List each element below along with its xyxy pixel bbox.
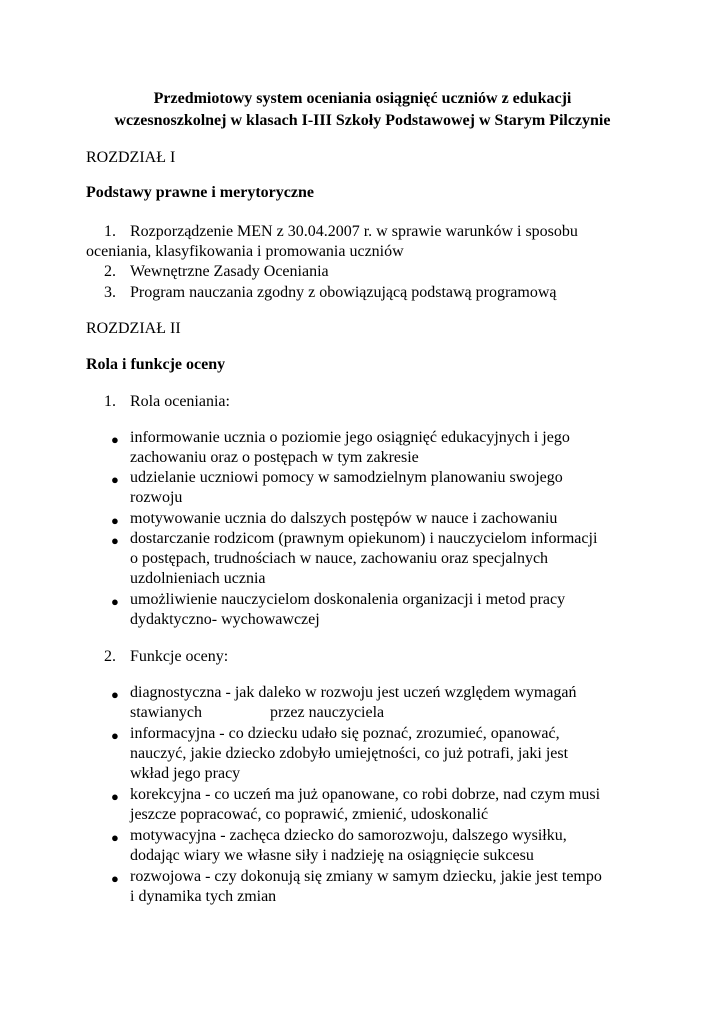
chapter-1-heading: ROZDZIAŁ I [86, 149, 176, 166]
bullet-text: jeszcze popracować, co poprawić, zmienić, udoskonalić [130, 806, 489, 823]
bullet-text: nauczyć, jakie dziecko zdobyło umiejętności, co już potrafi, jaki jest [130, 745, 569, 762]
list-number: 2. [104, 263, 116, 280]
bullet-icon: ● [111, 513, 119, 528]
bullet-text: dydaktyczno- wychowawczej [130, 611, 320, 628]
bullet-text: o postępach, trudnościach w nauce, zachowaniu oraz specjalnych [130, 550, 549, 567]
list-item-text: oceniania, klasyfikowania i promowania uczniów [86, 243, 404, 260]
list-item-text: Program nauczania zgodny z obowiązującą podstawą programową [130, 284, 557, 301]
bullet-icon: ● [111, 687, 119, 702]
bullet-icon: ● [111, 830, 119, 845]
bullet-text: rozwojowa - czy dokonują się zmiany w samym dziecku, jakie jest tempo [130, 868, 602, 885]
bullet-icon: ● [111, 432, 119, 447]
chapter-2-heading: ROZDZIAŁ II [86, 320, 181, 337]
section-label: Rola oceniania: [130, 393, 230, 410]
document-title [60, 88, 665, 132]
bullet-icon: ● [111, 728, 119, 743]
bullet-icon: ● [111, 472, 119, 487]
list-item-text: Wewnętrzne Zasady Oceniania [130, 263, 329, 280]
bullet-text: umożliwienie nauczycielom doskonalenia organizacji i metod pracy [130, 591, 566, 608]
bullet-text: diagnostyczna - jak daleko w rozwoju jest uczeń względem wymagań [130, 684, 577, 701]
section-label: Funkcje oceny: [130, 648, 229, 665]
bullet-text: wkład jego pracy [130, 765, 241, 782]
bullet-text: dodając wiary we własne siły i nadzieję na osiągnięcie sukcesu [130, 847, 534, 864]
bullet-text: motywowanie ucznia do dalszych postępów w nauce i zachowaniu [130, 510, 558, 527]
bullet-text: rozwoju [130, 489, 183, 506]
bullet-text: uzdolnieniach ucznia [130, 570, 266, 587]
chapter-2-subheading: Rola i funkcje oceny [86, 356, 226, 373]
bullet-text: i dynamika tych zmian [130, 888, 277, 905]
bullet-text: dostarczanie rodzicom (prawnym opiekunom) i nauczycielom informacji [130, 530, 598, 547]
bullet-text: stawianych [130, 704, 202, 721]
bullet-text: zachowaniu oraz o postępach w tym zakresie [130, 449, 419, 466]
section-number: 2. [104, 648, 116, 665]
title-line: wczesnoszkolnej w klasach I-III Szkoły Podstawowej w Starym Pilczynie [114, 112, 611, 129]
list-item-text: Rozporządzenie MEN z 30.04.2007 r. w sprawie warunków i sposobu [130, 223, 578, 240]
title-line: Przedmiotowy system oceniania osiągnięć uczniów z edukacji [153, 90, 572, 107]
list-number: 1. [104, 223, 116, 240]
bullet-text: przez nauczyciela [270, 704, 385, 721]
bullet-text: informacyjna - co dziecku udało się poznać, zrozumieć, opanować, [130, 725, 560, 742]
bullet-text: korekcyjna - co uczeń ma już opanowane, co robi dobrze, nad czym musi [130, 786, 601, 803]
bullet-icon: ● [111, 789, 119, 804]
bullet-text: informowanie ucznia o poziomie jego osiągnięć edukacyjnych i jego [130, 429, 570, 446]
list-number: 3. [104, 284, 116, 301]
bullet-text: motywacyjna - zachęca dziecko do samorozwoju, dalszego wysiłku, [130, 827, 567, 844]
chapter-1-subheading: Podstawy prawne i merytoryczne [86, 184, 314, 201]
bullet-icon: ● [111, 533, 119, 548]
bullet-text: udzielanie uczniowi pomocy w samodzielnym planowaniu swojego [130, 469, 563, 486]
bullet-icon: ● [111, 871, 119, 886]
section-number: 1. [104, 393, 116, 410]
bullet-icon: ● [111, 594, 119, 609]
